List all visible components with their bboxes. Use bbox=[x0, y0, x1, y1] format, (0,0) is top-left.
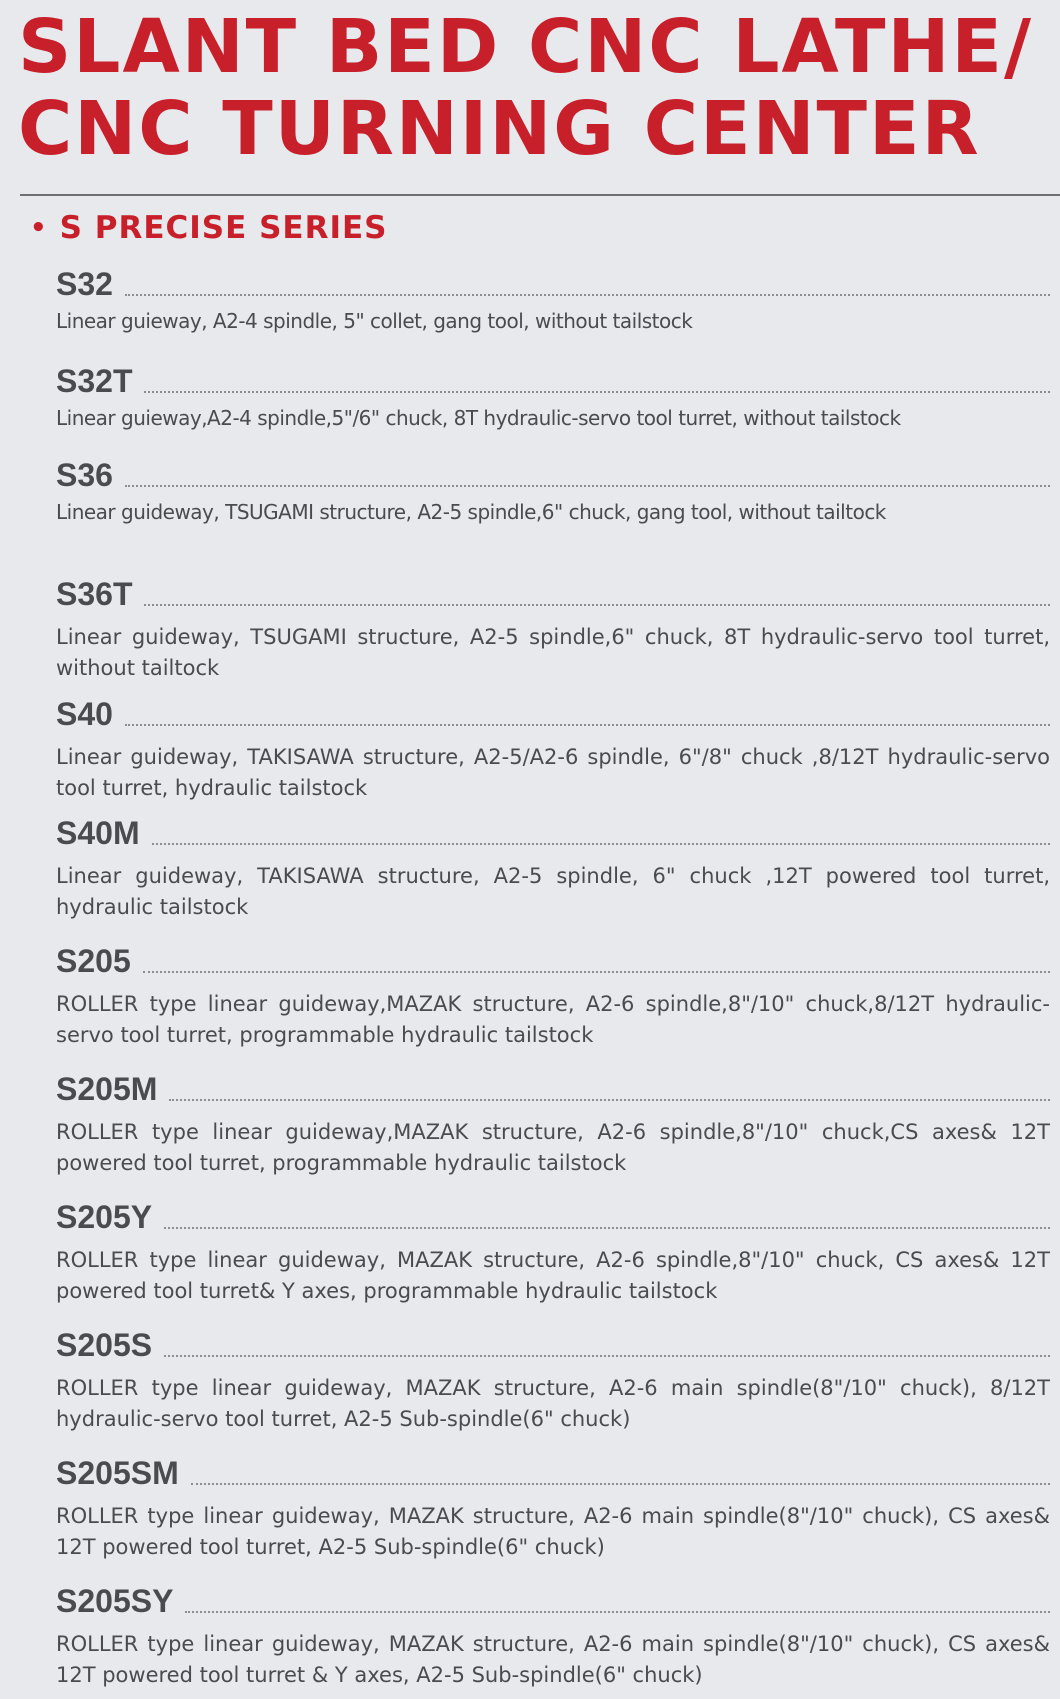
series-label: S PRECISE SERIES bbox=[59, 210, 388, 246]
model-entry-s40m bbox=[56, 815, 1050, 923]
dotted-leader bbox=[143, 971, 1050, 973]
model-entry-s205y bbox=[56, 1199, 1050, 1307]
model-name: S40M bbox=[56, 815, 140, 851]
model-description: Linear guideway, TSUGAMI structure, A2-5 spindle,6" chuck, gang tool, without tailtock bbox=[56, 500, 886, 524]
model-name: S32 bbox=[56, 266, 113, 302]
model-name: S205SY bbox=[56, 1583, 174, 1619]
model-description: Linear guieway,A2-4 spindle,5"/6" chuck, 8T hydraulic-servo tool turret, without tailstock bbox=[56, 406, 901, 430]
model-entry-s205sy bbox=[56, 1583, 1050, 1691]
header-divider bbox=[20, 194, 1060, 196]
model-name: S205M bbox=[56, 1071, 158, 1107]
model-header bbox=[56, 943, 1050, 979]
bullet-icon: • bbox=[30, 213, 48, 243]
model-name: S36T bbox=[56, 576, 133, 612]
dotted-leader bbox=[185, 1611, 1050, 1613]
model-header bbox=[56, 1199, 1050, 1235]
model-entry-s205m bbox=[56, 1071, 1050, 1179]
dotted-leader bbox=[125, 294, 1050, 296]
model-description: ROLLER type linear guideway, MAZAK structure, A2-6 main spindle(8"/10" chuck), CS axes& 12T powered tool turret & Y axes, A2-5 Sub-spindle(6" chuck) bbox=[56, 1632, 1050, 1687]
model-description: ROLLER type linear guideway,MAZAK structure, A2-6 spindle,8"/10" chuck,8/12T hydraulic-servo tool turret, programmable hydraulic tailstock bbox=[56, 992, 1050, 1047]
model-description: ROLLER type linear guideway, MAZAK structure, A2-6 main spindle(8"/10" chuck), 8/12T hydraulic-servo tool turret, A2-5 Sub-spindle(6" chuck) bbox=[56, 1376, 1050, 1431]
dotted-leader bbox=[125, 485, 1050, 487]
model-description: Linear guideway, TAKISAWA structure, A2-5/A2-6 spindle, 6"/8" chuck ,8/12T hydraulic-servo tool turret, hydraulic tailstock bbox=[56, 745, 1050, 800]
dotted-leader bbox=[144, 391, 1050, 393]
model-header bbox=[56, 363, 1050, 399]
dotted-leader bbox=[152, 843, 1050, 845]
title-line-1: SLANT BED CNC LATHE/ bbox=[18, 4, 1034, 90]
model-header bbox=[56, 266, 1050, 302]
dotted-leader bbox=[164, 1355, 1050, 1357]
dotted-leader bbox=[144, 604, 1050, 606]
model-header bbox=[56, 1583, 1050, 1619]
page-title bbox=[18, 6, 1033, 170]
model-name: S205S bbox=[56, 1327, 153, 1363]
model-name: S205SM bbox=[56, 1455, 179, 1491]
title-line-2: CNC TURNING CENTER bbox=[18, 86, 981, 172]
model-name: S40 bbox=[56, 696, 113, 732]
dotted-leader bbox=[164, 1227, 1050, 1229]
dotted-leader bbox=[125, 724, 1050, 726]
model-description: ROLLER type linear guideway,MAZAK structure, A2-6 spindle,8"/10" chuck,CS axes& 12T powered tool turret, programmable hydraulic tailstock bbox=[56, 1120, 1050, 1175]
model-entry-s205s bbox=[56, 1327, 1050, 1435]
model-header bbox=[56, 1071, 1050, 1107]
model-entry-s40 bbox=[56, 696, 1050, 804]
model-name: S205Y bbox=[56, 1199, 153, 1235]
model-header bbox=[56, 815, 1050, 851]
model-entry-s205sm bbox=[56, 1455, 1050, 1563]
model-description: Linear guideway, TAKISAWA structure, A2-5 spindle, 6" chuck ,12T powered tool turret, hydraulic tailstock bbox=[56, 864, 1050, 919]
model-name: S32T bbox=[56, 363, 133, 399]
model-entry-s205 bbox=[56, 943, 1050, 1051]
model-entry-s32t bbox=[56, 363, 1050, 434]
model-header bbox=[56, 576, 1050, 612]
model-entry-s36 bbox=[56, 457, 1050, 528]
model-header bbox=[56, 696, 1050, 732]
model-header bbox=[56, 1327, 1050, 1363]
model-name: S205 bbox=[56, 943, 131, 979]
model-entry-s32 bbox=[56, 266, 1050, 337]
dotted-leader bbox=[169, 1099, 1050, 1101]
model-entry-s36t bbox=[56, 576, 1050, 684]
model-description: Linear guieway, A2-4 spindle, 5" collet, gang tool, without tailstock bbox=[56, 309, 693, 333]
model-description: ROLLER type linear guideway, MAZAK structure, A2-6 main spindle(8"/10" chuck), CS axes& 12T powered tool turret, A2-5 Sub-spindle(6" chuck) bbox=[56, 1504, 1050, 1559]
model-header bbox=[56, 1455, 1050, 1491]
model-header bbox=[56, 457, 1050, 493]
model-name: S36 bbox=[56, 457, 113, 493]
dotted-leader bbox=[191, 1483, 1050, 1485]
series-heading bbox=[30, 206, 388, 250]
model-description: ROLLER type linear guideway, MAZAK structure, A2-6 spindle,8"/10" chuck, CS axes& 12T powered tool turret& Y axes, programmable hydraulic tailstock bbox=[56, 1248, 1050, 1303]
model-description: Linear guideway, TSUGAMI structure, A2-5 spindle,6" chuck, 8T hydraulic-servo tool turret, without tailtock bbox=[56, 625, 1050, 680]
